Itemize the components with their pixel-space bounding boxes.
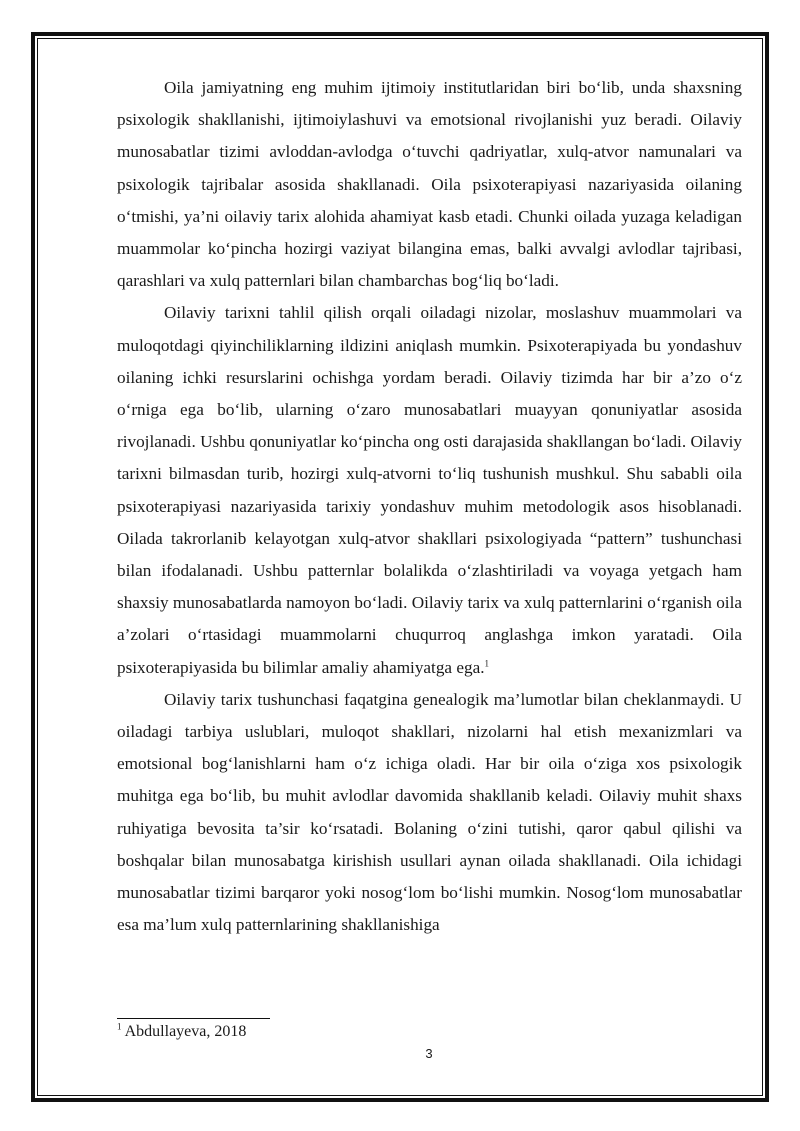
footnote-text: Abdullayeva, 2018: [124, 1023, 247, 1040]
page-number: 3: [425, 1046, 433, 1061]
footnote: [117, 1023, 246, 1041]
paragraph-2-text: Oilaviy tarixni tahlil qilish orqali oiladagi nizolar, moslashuv muammolari va muloqotdagi qiyinchiliklarning ildizini aniqlash mumkin. Psixoterapiyada bu yondashuv oilaning ichki resurslarini ochishga yordam beradi. Oilaviy tizimda har bir a’zo o‘z o‘rniga ega bo‘lib, ularning o‘zaro munosabatlari muayyan qonuniyatlar asosida rivojlanadi. Ushbu qonuniyatlar ko‘pincha ong osti darajasida shakllangan bo‘ladi. Oilaviy tarixni bilmasdan turib, hozirgi xulq-atvorni to‘liq tushunish mushkul. Shu sababli oila psixoterapiyasi nazariyasida tarixiy yondashuv muhim metodologik asos hisoblanadi. Oilada takrorlanib kelayotgan xulq-atvor shakllari psixologiyada “pattern” tushunchasi bilan ifodalanadi. Ushbu patternlar bolalikda o‘zlashtiriladi va voyaga yetgach ham shaxsiy munosabatlarda namoyon bo‘ladi. Oilaviy tarix va xulq patternlarini o‘rganish oila a’zolari o‘rtasidagi muammolarni chuqurroq anglashga imkon yaratadi. Oila psixoterapiyasida bu bilimlar amaliy ahamiyatga ega.: [117, 303, 742, 677]
paragraph-3: Oilaviy tarix tushunchasi faqatgina genealogik ma’lumotlar bilan cheklanmaydi. U oiladagi tarbiya uslublari, muloqot shakllari, nizolarni hal etish mexanizmlari va emotsional bog‘lanishlarni ham o‘z ichiga oladi. Har bir oila o‘ziga xos psixologik muhitga ega bo‘lib, bu muhit avlodlar davomida shakllanib keladi. Oilaviy muhit shaxs ruhiyatiga bevosita ta’sir ko‘rsatadi. Bolaning o‘zini tutishi, qaror qabul qilishi va boshqalar bilan munosabatga kirishish usullari aynan oilada shakllanadi. Oila ichidagi munosabatlar tizimi barqaror yoki nosog‘lom bo‘lishi mumkin. Nosog‘lom munosabatlar esa ma’lum xulq patternlarining shakllanishiga: [117, 689, 742, 935]
paragraph-1: Oila jamiyatning eng muhim ijtimoiy institutlaridan biri bo‘lib, unda shaxsning psixologik shakllanishi, ijtimoiylashuvi va emotsional rivojlanishi yuz beradi. Oilaviy munosabatlar tizimi avloddan-avlodga o‘tuvchi qadriyatlar, xulq-atvor namunalari va psixologik tajribalar asosida shakllanadi. Oila psixoterapiyasi nazariyasida oilaning o‘tmishi, ya’ni oilaviy tarix alohida ahamiyat kasb etadi. Chunki oilada yuzaga keladigan muammolar ko‘pincha hozirgi vaziyat bilangina emas, balki avvalgi avlodlar tajribasi, qarashlari va xulq patternlari bilan chambarchas bog‘liq bo‘ladi.: [117, 78, 742, 291]
footnote-number: 1: [117, 1021, 122, 1032]
footnote-reference[interactable]: 1: [484, 657, 490, 668]
footnote-separator: [117, 1018, 270, 1019]
paragraph-2: [117, 297, 742, 683]
document-body: [117, 72, 742, 941]
